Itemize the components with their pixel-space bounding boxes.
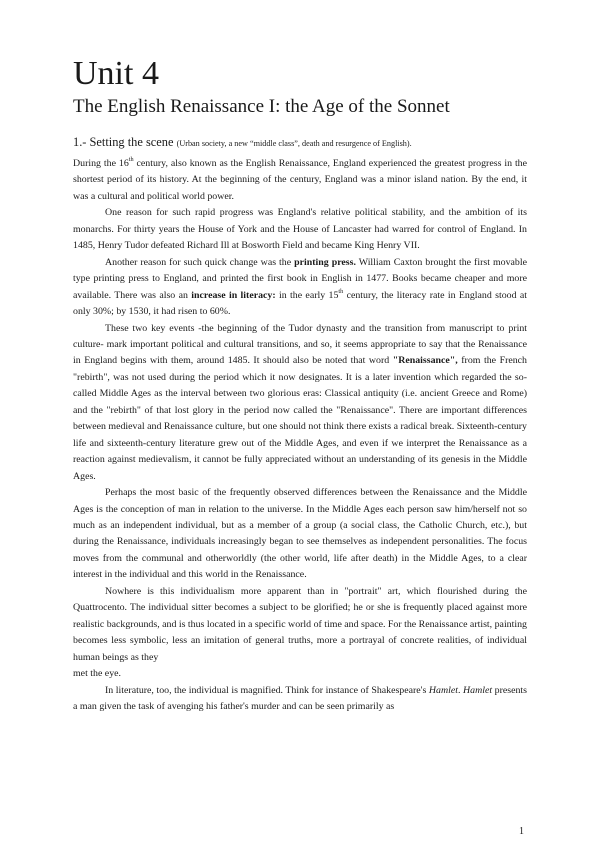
unit-title: Unit 4 <box>73 55 159 92</box>
emphasis-printing-press: printing press. <box>294 256 356 268</box>
paragraph-6-tail: met the eye. <box>73 668 121 680</box>
unit-subtitle: The English Renaissance I: the Age of the Sonnet <box>73 96 450 117</box>
section-heading-text: 1.- Setting the scene <box>73 135 174 149</box>
work-title-hamlet: Hamlet <box>428 684 458 696</box>
emphasis-renaissance: "Renaissance", <box>392 355 458 367</box>
paragraph-4: These two key events -the beginning of the Tudor dynasty and the transition from manuscript to print culture- mark important political and cultural transitions, and so, it seems appropriate to say that the Renaissance in England begins with them, around 1485. It should also be noted that word "Renaissance", from the French "rebirth", was not used during the period which it now designates. It is a later invention which regarded the so-called Middle Ages as the interval between two glorious eras: Classical antiquity (i.e. ancient Greece and Rome) and the "rebirth" of that lost glory in the period now called the "Renaissance". There are important differences between medieval and Renaissance culture, but one should not think there exists a radical break. Sixteenth-century life and sixteenth-century literature grew out of the Middle Ages, and even if we interpret the Renaissance as a reaction against medievalism, it cannot be fully appreciated without an understanding of its genesis in the Middle Ages. <box>73 322 527 482</box>
paragraph-1: During the 16th century, also known as the English Renaissance, England experienced the greatest progress in the shortest period of its history. At the beginning of the century, England was a minor island nation. By the end, it was a cultural and political world power. <box>73 156 528 202</box>
body-text <box>73 156 527 715</box>
paragraph-6: Nowhere is this individualism more apparent than in "portrait" art, which flourished during the Quattrocento. The individual sitter becomes a subject to be glorified; he or she is frequently placed against more realistic backgrounds, and is thus located in a specific world of time and space. For the Renaissance artist, painting becomes less symbolic, less an imitation of general truths, more a portrayal of concrete realities, of individual human beings as they <box>73 585 527 663</box>
section-heading-note: (Urban society, a new “middle class”, death and resurgence of English). <box>176 139 412 148</box>
ordinal-suffix: th <box>338 287 344 295</box>
paragraph-7: In literature, too, the individual is magnified. Think for instance of Shakespeare's Hamlet. Hamlet presents a man given the task of avenging his father's murder and can be seen primarily as <box>73 684 528 712</box>
section-heading <box>73 134 412 152</box>
ordinal-suffix: th <box>128 156 134 163</box>
page-number: 1 <box>519 826 524 837</box>
work-title-hamlet: Hamlet <box>463 684 493 696</box>
paragraph-3: Another reason for such quick change was the printing press. William Caxton brought the first movable type printing press to England, and printed the first book in English in 1477. Books became cheaper and more available. There was also an increase in literacy: in the early 15th century, the literacy rate in England stood at only 30%; by 1530, it had risen to 60%. <box>73 256 527 318</box>
paragraph-2: One reason for such rapid progress was England's relative political stability, and the ambition of its monarchs. For thirty years the House of York and the House of Lancaster had warred for control of England. In 1485, Henry Tudor defeated Richard Ill at Bosworth Field and became King Henry VII. <box>73 207 527 252</box>
emphasis-literacy: increase in literacy: <box>191 289 276 301</box>
paragraph-5: Perhaps the most basic of the frequently observed differences between the Renaissance and the Middle Ages is the conception of man in relation to the universe. In the Middle Ages each person saw him/herself not so much as an independent individual, but as a member of a group (a social class, the Catholic Church, etc.), but during the Renaissance, individuals increasingly began to see themselves as independent personalities. The focus moves from the communal and otherworldly (the other world, life after death) in the Middle Ages, to a clear interest in the individual and this world in the Renaissance. <box>73 487 527 581</box>
